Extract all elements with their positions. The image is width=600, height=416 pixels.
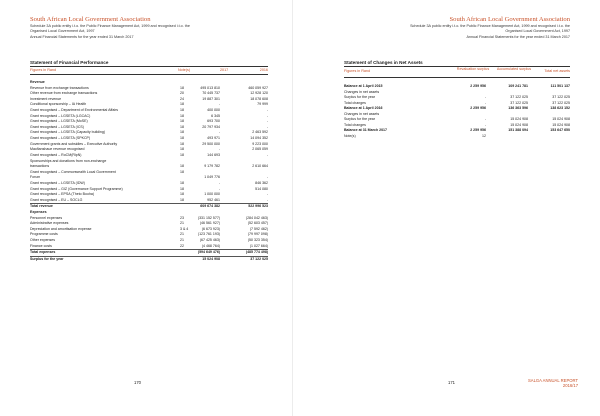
right-page — [300, 0, 600, 416]
entity-line-2: Organised Local Government Act, 1997 — [30, 29, 95, 34]
row-value-2016: - — [266, 152, 268, 157]
row-label: Balance at 1 April 2015 — [344, 84, 383, 88]
row-note: 18 — [180, 197, 184, 202]
row-value-2016: (7 592 462) — [249, 226, 268, 231]
row-label: Balance at 1 April 2016 — [344, 106, 383, 110]
row-value-2016: 2 463 592 — [252, 130, 268, 135]
row-value-2017: 15 024 908 — [202, 256, 220, 261]
row-value-2017: 952 461 — [207, 197, 220, 202]
row-value-2017: 29 500 000 — [202, 141, 220, 146]
header-accumulated: Accumulated surplus — [496, 67, 532, 71]
row-note: 24 — [180, 96, 184, 101]
entity-line-3-right: Annual Financial Statements for the year ended 31 March 2017 — [466, 34, 570, 39]
row-note: 18 — [180, 192, 184, 197]
row-value-2017: 495 013 810 — [200, 85, 220, 90]
entity-description-right — [410, 24, 570, 40]
row-value-2016: 522 996 523 — [248, 204, 268, 209]
row-value-2017: 693 700 — [207, 119, 220, 124]
entity-description — [30, 24, 190, 40]
header-notes: Note(s) — [178, 68, 191, 72]
row-value-2016: - — [266, 197, 268, 202]
row-total: 37 122 025 — [552, 95, 570, 99]
row-accumulated: 15 024 908 — [510, 117, 528, 121]
row-label: Administrative expenses — [30, 221, 69, 226]
organisation-title-right: South African Local Government Association — [449, 16, 570, 23]
row-label: Grant recognised – RoCM(RipN) — [30, 152, 82, 157]
row-total: 111 501 137 — [550, 84, 570, 88]
row-revaluation: - — [484, 122, 486, 127]
row-value-2017: 1 000 000 — [204, 192, 220, 197]
row-value-2017: 144 693 — [207, 152, 220, 157]
row-revaluation: - — [484, 100, 486, 105]
row-value-2016: - — [266, 108, 268, 113]
row-value-2016: 460 059 927 — [248, 85, 268, 90]
row-note: 3 & 4 — [180, 226, 189, 231]
changes-table — [344, 84, 570, 139]
entity-line-2-right: Organised Local Government Act, 1997 — [505, 29, 570, 34]
row-label: Changes in net assets — [344, 111, 380, 116]
report-footer — [528, 378, 578, 388]
row-total: 15 024 908 — [552, 122, 570, 127]
row-value-2017: (594 649 476) — [197, 250, 220, 255]
row-label: Total revenue — [30, 204, 53, 209]
row-value-2016: 846 362 — [255, 180, 268, 185]
row-accumulated: 136 363 596 — [508, 106, 528, 110]
row-note: 23 — [180, 215, 184, 220]
row-label: Grant recognised – LGSETA (LGCAC) — [30, 113, 91, 118]
row-note: 18 — [180, 152, 184, 157]
row-label: Revenue from exchange transactions — [30, 85, 89, 90]
row-label: Expenses — [30, 210, 47, 215]
page-number-left: 170 — [134, 380, 141, 385]
header-figures-right: Figures in Rand — [344, 69, 371, 73]
row-value-2016: - — [266, 175, 268, 180]
row-label: Grant recognised – Department of Environmental Affairs — [30, 108, 119, 113]
row-note: 18 — [180, 141, 184, 146]
row-accumulated: 15 024 908 — [510, 122, 528, 127]
row-value-2017: 609 674 382 — [200, 204, 220, 209]
row-value-2017: 20 797 934 — [202, 124, 220, 129]
row-value-2017: - — [218, 130, 220, 135]
row-value-2016: - — [266, 113, 268, 118]
row-label: Grant recognised – LGSETA (SPKCP) — [30, 136, 91, 141]
row-value-2016: (1 027 664) — [249, 243, 268, 248]
row-accumulated: 109 241 781 — [508, 84, 528, 88]
row-value-2017: 70 445 737 — [202, 91, 220, 96]
row-value-2017: 19 887 301 — [202, 96, 220, 101]
row-note: 18 — [180, 169, 184, 174]
row-note: 18 — [180, 164, 184, 169]
row-label: Conditional sponsorship – IA Health — [30, 102, 87, 107]
row-value-2017: (331 152 577) — [197, 215, 220, 220]
row-label: Total changes — [344, 122, 366, 127]
row-value-2016: - — [266, 124, 268, 129]
row-value-2017: 493 971 — [207, 136, 220, 141]
footer-line-2: 2016/17 — [562, 383, 579, 388]
row-label: Total expenses — [30, 250, 56, 255]
header-figures: Figures in Rand — [30, 68, 57, 72]
row-value-2016: 14 094 352 — [250, 136, 268, 141]
row-revaluation: 12 — [482, 133, 486, 138]
row-value-2016: (52 603 457) — [247, 221, 268, 226]
row-value-2017: - — [218, 147, 220, 152]
row-note: 18 — [180, 119, 184, 124]
row-value-2017: 6 345 — [211, 113, 220, 118]
row-note: 18 — [180, 147, 184, 152]
row-value-2017: 1 049 776 — [204, 175, 220, 180]
row-label: Grant recognised – LGSETA (ICS) — [30, 124, 84, 129]
row-revaluation: 2 259 956 — [470, 84, 486, 88]
row-value-2016: 9 223 000 — [252, 141, 268, 146]
table-header — [30, 66, 268, 75]
row-value-2017: (67 425 463) — [199, 238, 220, 243]
row-label: Maofianshaue revenue recognised — [30, 147, 85, 152]
row-revaluation: - — [484, 117, 486, 121]
entity-line-1: Schedule 3A public entity i.t.o. the Public Finance Management Act, 1999 and recognised i.t.o. the — [30, 24, 190, 28]
performance-table — [30, 80, 268, 263]
row-label: Personnel expenses — [30, 215, 63, 220]
row-label: Changes in net assets — [344, 89, 380, 94]
row-note: 18 — [180, 186, 184, 191]
row-value-2016: 37 122 025 — [250, 256, 268, 261]
row-note: 18 — [180, 108, 184, 113]
row-note: 20 — [180, 91, 184, 96]
row-value-2017: 400 000 — [207, 108, 220, 113]
row-total: 15 024 908 — [552, 117, 570, 121]
row-note: 18 — [180, 85, 184, 90]
row-label: Grant recognised – LGSETA (IDW) — [30, 180, 85, 185]
row-label: Surplus for the year — [344, 117, 375, 121]
row-label: Investment revenue — [30, 96, 62, 101]
row-label: Surplus for the year — [30, 256, 64, 261]
row-total: 138 623 152 — [550, 106, 570, 110]
row-note: 21 — [180, 238, 184, 243]
row-label: Grant recognised – LGSETA (MoSE) — [30, 119, 88, 124]
row-value-2016: 12 928 120 — [250, 91, 268, 96]
row-value-2016: 2 610 664 — [252, 164, 268, 169]
header-revaluation: Revaluation surplus — [456, 67, 490, 71]
changes-statement-title: Statement of Changes in Net Assets — [344, 60, 423, 65]
header-total: Total net assets — [544, 69, 570, 73]
row-accumulated: 151 388 094 — [508, 128, 528, 132]
row-label: Note(s) — [344, 133, 356, 138]
row-value-2016: - — [266, 192, 268, 197]
statement-title: Statement of Financial Performance — [30, 60, 109, 65]
changes-table-header — [344, 66, 570, 78]
row-value-2017: 9 179 782 — [204, 164, 220, 169]
row-label: Grant recognised – EPSA (Theto Booha) — [30, 192, 95, 197]
row-total: 153 647 650 — [550, 128, 570, 132]
row-revaluation: 2 259 956 — [470, 128, 486, 132]
table-row — [30, 256, 268, 263]
table-row — [30, 249, 268, 256]
row-label: Finance costs — [30, 243, 52, 248]
row-value-2016: (485 774 498) — [245, 250, 268, 255]
row-label: Programme costs — [30, 232, 58, 237]
row-note: 22 — [180, 243, 184, 248]
row-revaluation: 2 259 956 — [470, 106, 486, 110]
row-value-2017: (123 761 193) — [197, 232, 220, 237]
row-value-2017: (6 673 923) — [201, 226, 220, 231]
header-2017: 2017 — [220, 68, 229, 72]
footer-line-1: SALGA ANNUAL REPORT — [528, 378, 579, 383]
row-value-2017: (4 468 764) — [201, 243, 220, 248]
row-value-2016: (79 997 098) — [247, 232, 268, 237]
row-value-2017: - — [218, 180, 220, 185]
left-page — [0, 0, 293, 416]
organisation-title: South African Local Government Association — [30, 16, 151, 23]
row-label: Revenue — [30, 80, 45, 84]
table-row — [30, 203, 268, 210]
row-value-2016: 2 065 059 — [252, 147, 268, 152]
row-label: Sponsorships and donations from non-exchange — [30, 158, 107, 163]
page-number-right: 171 — [448, 380, 455, 385]
row-label: Government grants and subsidies – Executive Authority — [30, 141, 118, 146]
row-value-2016: 79 999 — [257, 102, 268, 107]
row-total: 37 122 025 — [552, 100, 570, 105]
row-value-2016: 18 078 608 — [250, 96, 268, 101]
row-value-2016: - — [266, 119, 268, 124]
row-label: Balance at 31 March 2017 — [344, 128, 387, 132]
row-note: 18 — [180, 113, 184, 118]
table-row — [344, 134, 570, 140]
row-label: Grant recognised – LGSETA (Capacity building) — [30, 130, 106, 135]
row-label: Forum — [30, 175, 41, 180]
row-label: Depreciation and amortisation expense — [30, 226, 92, 231]
row-label: Grant recognised – Commonwealth Local Government — [30, 169, 116, 174]
row-accumulated: 37 122 025 — [510, 100, 528, 105]
row-value-2016: (50 323 354) — [247, 238, 268, 243]
row-label: Surplus for the year — [344, 95, 375, 99]
row-value-2016: (284 042 463) — [245, 215, 268, 220]
row-label: Other revenue from exchange transactions — [30, 91, 98, 96]
row-revaluation: - — [484, 95, 486, 99]
row-note: 18 — [180, 180, 184, 185]
row-value-2017: - — [218, 186, 220, 191]
row-value-2017: (46 561 927) — [199, 221, 220, 226]
entity-line-1-right: Schedule 3A public entity i.t.o. the Public Finance Management Act, 1999 and recognised i.t.o. the — [410, 24, 570, 28]
row-note: 21 — [180, 232, 184, 237]
row-label: Total changes — [344, 100, 366, 105]
row-note: 21 — [180, 221, 184, 226]
row-note: 18 — [180, 102, 184, 107]
row-label: transactions — [30, 164, 50, 169]
row-value-2016: 514 080 — [255, 186, 268, 191]
row-value-2017: - — [218, 102, 220, 107]
row-label: Grant recognised – EU – SOCLG — [30, 197, 83, 202]
row-accumulated: 37 122 025 — [510, 95, 528, 99]
row-note: 18 — [180, 124, 184, 129]
entity-line-3: Annual Financial Statements for the year ended 31 March 2017 — [30, 34, 134, 39]
row-note: 18 — [180, 136, 184, 141]
header-2016: 2016 — [259, 68, 268, 72]
row-label: Grant recognised – GIZ (Governance Support Programme) — [30, 186, 123, 191]
row-label: Other expenses — [30, 238, 56, 243]
row-note: 18 — [180, 130, 184, 135]
